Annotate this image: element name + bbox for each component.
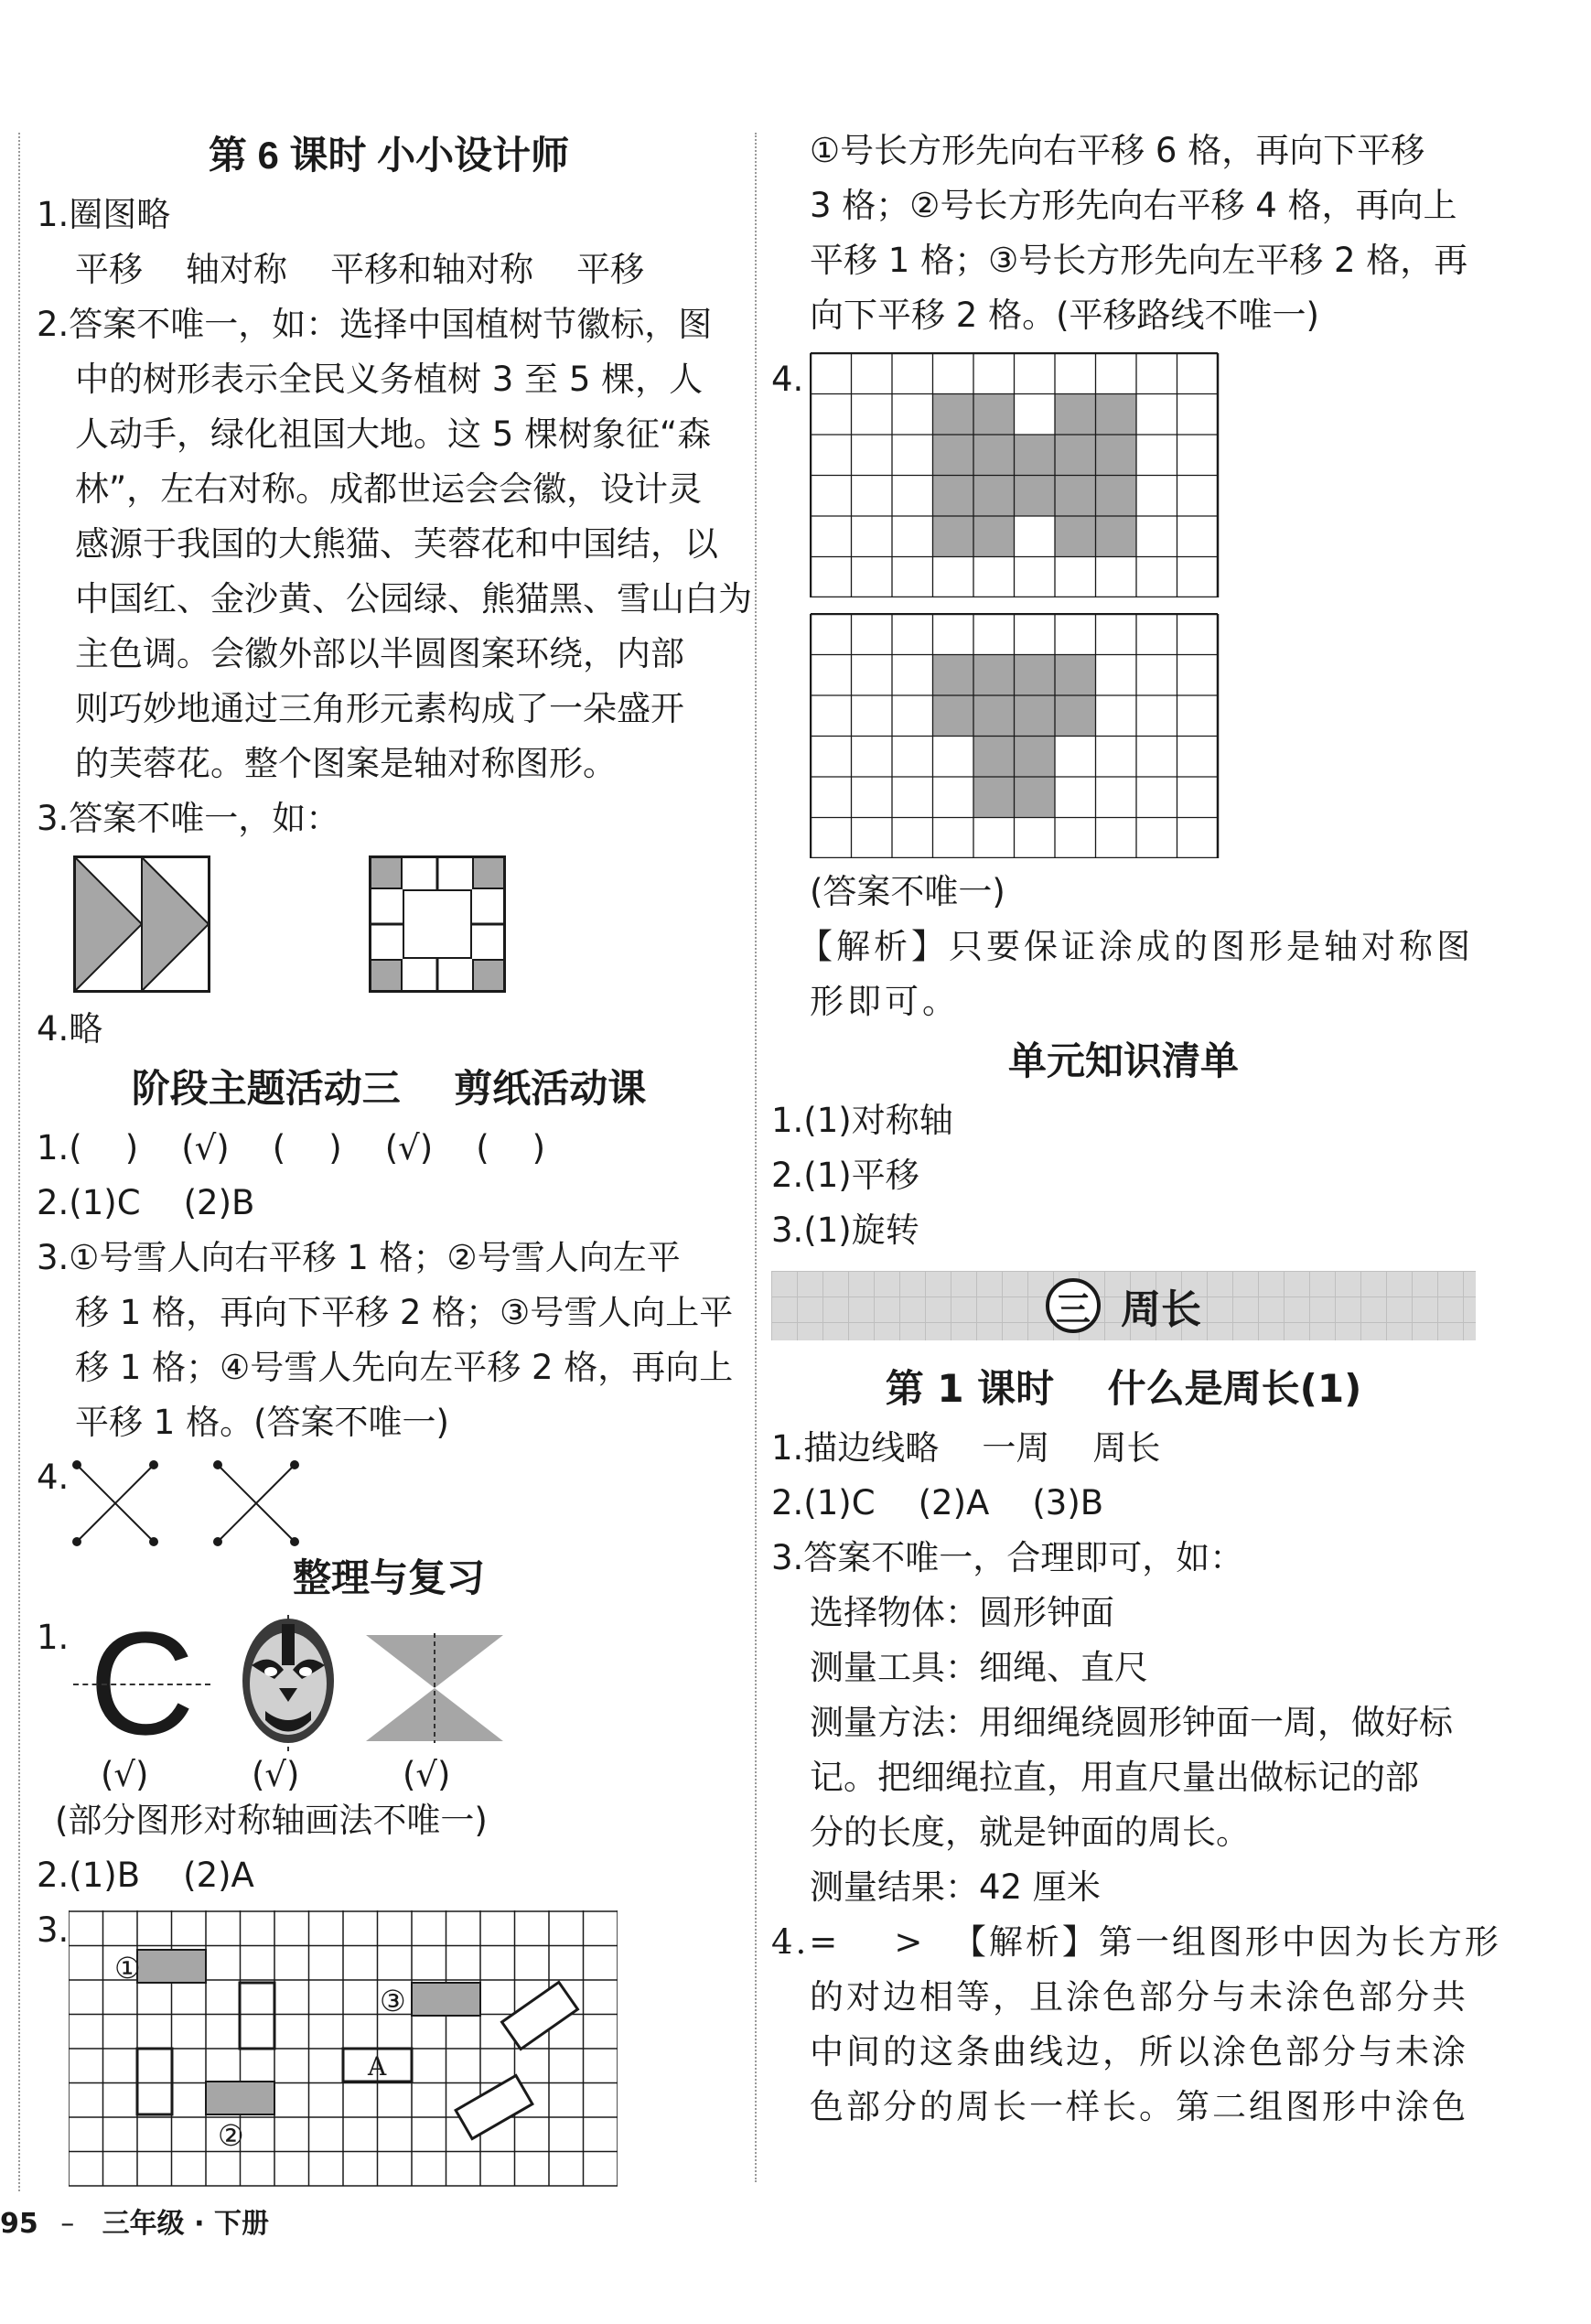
column-divider xyxy=(755,133,757,2182)
activity-q3-line: 3.①号雪人向右平移 1 格；②号雪人向左平 xyxy=(37,1238,681,1277)
page-footer xyxy=(0,2200,269,2241)
review-check: (√) xyxy=(252,1755,300,1794)
q3-figures xyxy=(37,846,741,1002)
shaded-cell xyxy=(1055,516,1096,557)
review-note: (部分图形对称轴画法不唯一) xyxy=(55,1801,488,1840)
corner-squares-figure xyxy=(369,855,506,993)
q1-answers: 平移 轴对称 平移和轴对称 平移 xyxy=(75,250,645,289)
cross-lines-figure xyxy=(70,1458,161,1549)
grade-label: 三年级 · 下册 xyxy=(102,2208,269,2240)
shaded-cell xyxy=(973,777,1015,818)
grid-label-3: ③ xyxy=(380,1984,406,2018)
grid-label-a: A xyxy=(368,2051,387,2082)
shaded-t-grid xyxy=(810,613,1220,858)
shaded-cell xyxy=(973,516,1015,557)
q2-line: 人动手，绿化祖国大地。这 5 棵树象征“森 xyxy=(75,414,712,454)
q2-line: 2.答案不唯一，如：选择中国植树节徽标，图 xyxy=(37,305,713,344)
activity-q4 xyxy=(37,1450,741,1546)
shaded-cell xyxy=(1055,394,1096,436)
grid-label-1: ① xyxy=(114,1951,141,1985)
shaded-cell xyxy=(1015,476,1056,517)
shaded-h-grid xyxy=(810,352,1220,597)
perimeter-q3-line: 测量工具：细绳、直尺 xyxy=(810,1648,1148,1687)
review-title: 整理与复习 xyxy=(292,1555,485,1600)
shaded-cell xyxy=(1055,655,1096,696)
perimeter-q3-line: 测量方法：用细绳绕圆形钟面一周，做好标 xyxy=(810,1703,1453,1742)
perimeter-q4-line: 的对边相等，且涂色部分与未涂色部分共 xyxy=(810,1977,1468,2017)
cont-line: ①号长方形先向右平移 6 格，再向下平移 xyxy=(810,131,1425,170)
shaded-cell xyxy=(1015,777,1056,818)
shaded-cell xyxy=(973,435,1015,476)
hourglass-triangles-figure xyxy=(366,1633,503,1743)
review-q3-number: 3. xyxy=(37,1910,70,1950)
cont-line: 向下平移 2 格。(平移路线不唯一) xyxy=(810,296,1319,335)
q1-head: 1.圈图略 xyxy=(37,195,171,234)
shaded-cell xyxy=(933,655,974,696)
q4-number: 4. xyxy=(771,360,804,399)
shaded-cell xyxy=(933,516,974,557)
left-column xyxy=(37,124,752,2187)
q4-answer: 4.略 xyxy=(37,1009,103,1049)
activity-title: 阶段主题活动三 剪纸活动课 xyxy=(131,1066,647,1111)
chapter-number-badge: 三 xyxy=(1046,1278,1101,1333)
review-q1 xyxy=(37,1601,741,1794)
shaded-cell xyxy=(933,394,974,436)
shaded-cell xyxy=(1015,695,1056,737)
shaded-cell xyxy=(1096,394,1137,436)
q2-line: 的芙蓉花。整个图案是轴对称图形。 xyxy=(75,744,617,783)
shaded-cell xyxy=(933,435,974,476)
lesson6-title: 第 6 课时 小小设计师 xyxy=(208,134,570,177)
shaded-cell xyxy=(1055,476,1096,517)
activity-q4-number: 4. xyxy=(37,1458,70,1497)
letter-c: C xyxy=(89,1601,195,1765)
shaded-cell xyxy=(1055,695,1096,737)
cont-line: 平移 1 格；③号长方形先向左平移 2 格，再 xyxy=(810,241,1468,280)
unit-item: 3.(1)旋转 xyxy=(771,1210,919,1250)
q2-line: 则巧妙地通过三角形元素构成了一朵盛开 xyxy=(75,689,684,728)
shaded-cell xyxy=(1015,435,1056,476)
footer-dash: – xyxy=(60,2208,75,2240)
unit-item: 1.(1)对称轴 xyxy=(771,1101,953,1140)
symmetry-axis xyxy=(73,1684,210,1685)
translation-grid xyxy=(69,1910,618,2189)
shaded-cell xyxy=(973,737,1015,778)
activity-q1: 1.( ) (√) ( ) (√) ( ) xyxy=(37,1128,546,1167)
activity-q2: 2.(1)C (2)B xyxy=(37,1183,255,1222)
unit-checklist-title: 单元知识清单 xyxy=(1007,1038,1239,1083)
shaded-cell xyxy=(1096,476,1137,517)
shaded-cell xyxy=(973,655,1015,696)
activity-q3-line: 平移 1 格。(答案不唯一) xyxy=(75,1403,449,1442)
perimeter-q4-line: 色部分的周长一样长。第二组图形中涂色 xyxy=(810,2087,1468,2126)
shaded-cell xyxy=(973,476,1015,517)
q2-line: 感源于我国的大熊猫、芙蓉花和中国结，以 xyxy=(75,524,718,564)
q4-note: (答案不唯一) xyxy=(810,872,1005,911)
activity-q3-line: 移 1 格，再向下平移 2 格；③号雪人向上平 xyxy=(75,1293,734,1332)
shaded-cell xyxy=(1096,435,1137,476)
cross-lines-figure xyxy=(210,1458,302,1549)
perimeter-q3-line: 分的长度，就是钟面的周长。 xyxy=(810,1813,1250,1852)
perimeter-q3-line: 测量结果：42 厘米 xyxy=(810,1867,1101,1907)
opera-mask-icon xyxy=(238,1615,339,1752)
review-check: (√) xyxy=(403,1755,451,1794)
review-q2: 2.(1)B (2)A xyxy=(37,1856,254,1895)
review-check: (√) xyxy=(101,1755,149,1794)
shaded-cell xyxy=(1096,516,1137,557)
perimeter-q3-line: 记。把细绳拉直，用直尺量出做标记的部 xyxy=(810,1758,1419,1797)
q4-grids xyxy=(771,343,1476,865)
arrow-triangles-figure xyxy=(73,855,210,993)
shaded-cell xyxy=(933,476,974,517)
perimeter-q3-line: 选择物体：圆形钟面 xyxy=(810,1593,1114,1632)
perimeter-q3-line: 3.答案不唯一，合理即可，如： xyxy=(771,1538,1244,1577)
q3-head: 3.答案不唯一，如： xyxy=(37,799,340,838)
lesson1-title: 第 1 课时 什么是周长(1) xyxy=(885,1366,1362,1411)
shaded-cell xyxy=(973,394,1015,436)
perimeter-q2: 2.(1)C (2)A (3)B xyxy=(771,1483,1104,1522)
q2-line: 中国红、金沙黄、公园绿、熊猫黑、雪山白为 xyxy=(75,579,752,619)
perimeter-q4-line: 4.= > 【解析】第一组图形中因为长方形 xyxy=(771,1922,1501,1962)
letter-c-figure xyxy=(73,1601,210,1765)
perimeter-q1: 1.描边线略 一周 周长 xyxy=(771,1428,1161,1468)
page-number: 95 xyxy=(0,2208,38,2240)
analysis-line: 【解析】只要保证涂成的图形是轴对称图 xyxy=(799,927,1474,966)
q2-line: 主色调。会徽外部以半圆图案环绕，内部 xyxy=(75,634,684,673)
unit-item: 2.(1)平移 xyxy=(771,1156,919,1195)
analysis-line: 形即可。 xyxy=(810,982,960,1021)
shaded-cell xyxy=(1015,655,1056,696)
shaded-cell xyxy=(973,695,1015,737)
review-q1-number: 1. xyxy=(37,1618,70,1657)
q2-line: 林”，左右对称。成都世运会会徽，设计灵 xyxy=(75,469,703,509)
chapter-title: 周长 xyxy=(1121,1286,1201,1333)
q2-line: 中的树形表示全民义务植树 3 至 5 棵，人 xyxy=(75,360,704,399)
shaded-cell xyxy=(1055,435,1096,476)
shaded-cell xyxy=(933,695,974,737)
chapter-band xyxy=(771,1271,1476,1340)
activity-q3-line: 移 1 格；④号雪人先向左平移 2 格，再向上 xyxy=(75,1348,734,1387)
left-margin-rule xyxy=(18,133,20,2191)
review-q3 xyxy=(37,1903,741,2187)
grid-label-2: ② xyxy=(218,2118,244,2153)
cont-line: 3 格；②号长方形先向右平移 4 格，再向上 xyxy=(810,186,1457,225)
perimeter-q4-line: 中间的这条曲线边，所以涂色部分与未涂 xyxy=(810,2032,1468,2071)
right-column xyxy=(771,124,1501,2135)
shaded-cell xyxy=(1015,737,1056,778)
